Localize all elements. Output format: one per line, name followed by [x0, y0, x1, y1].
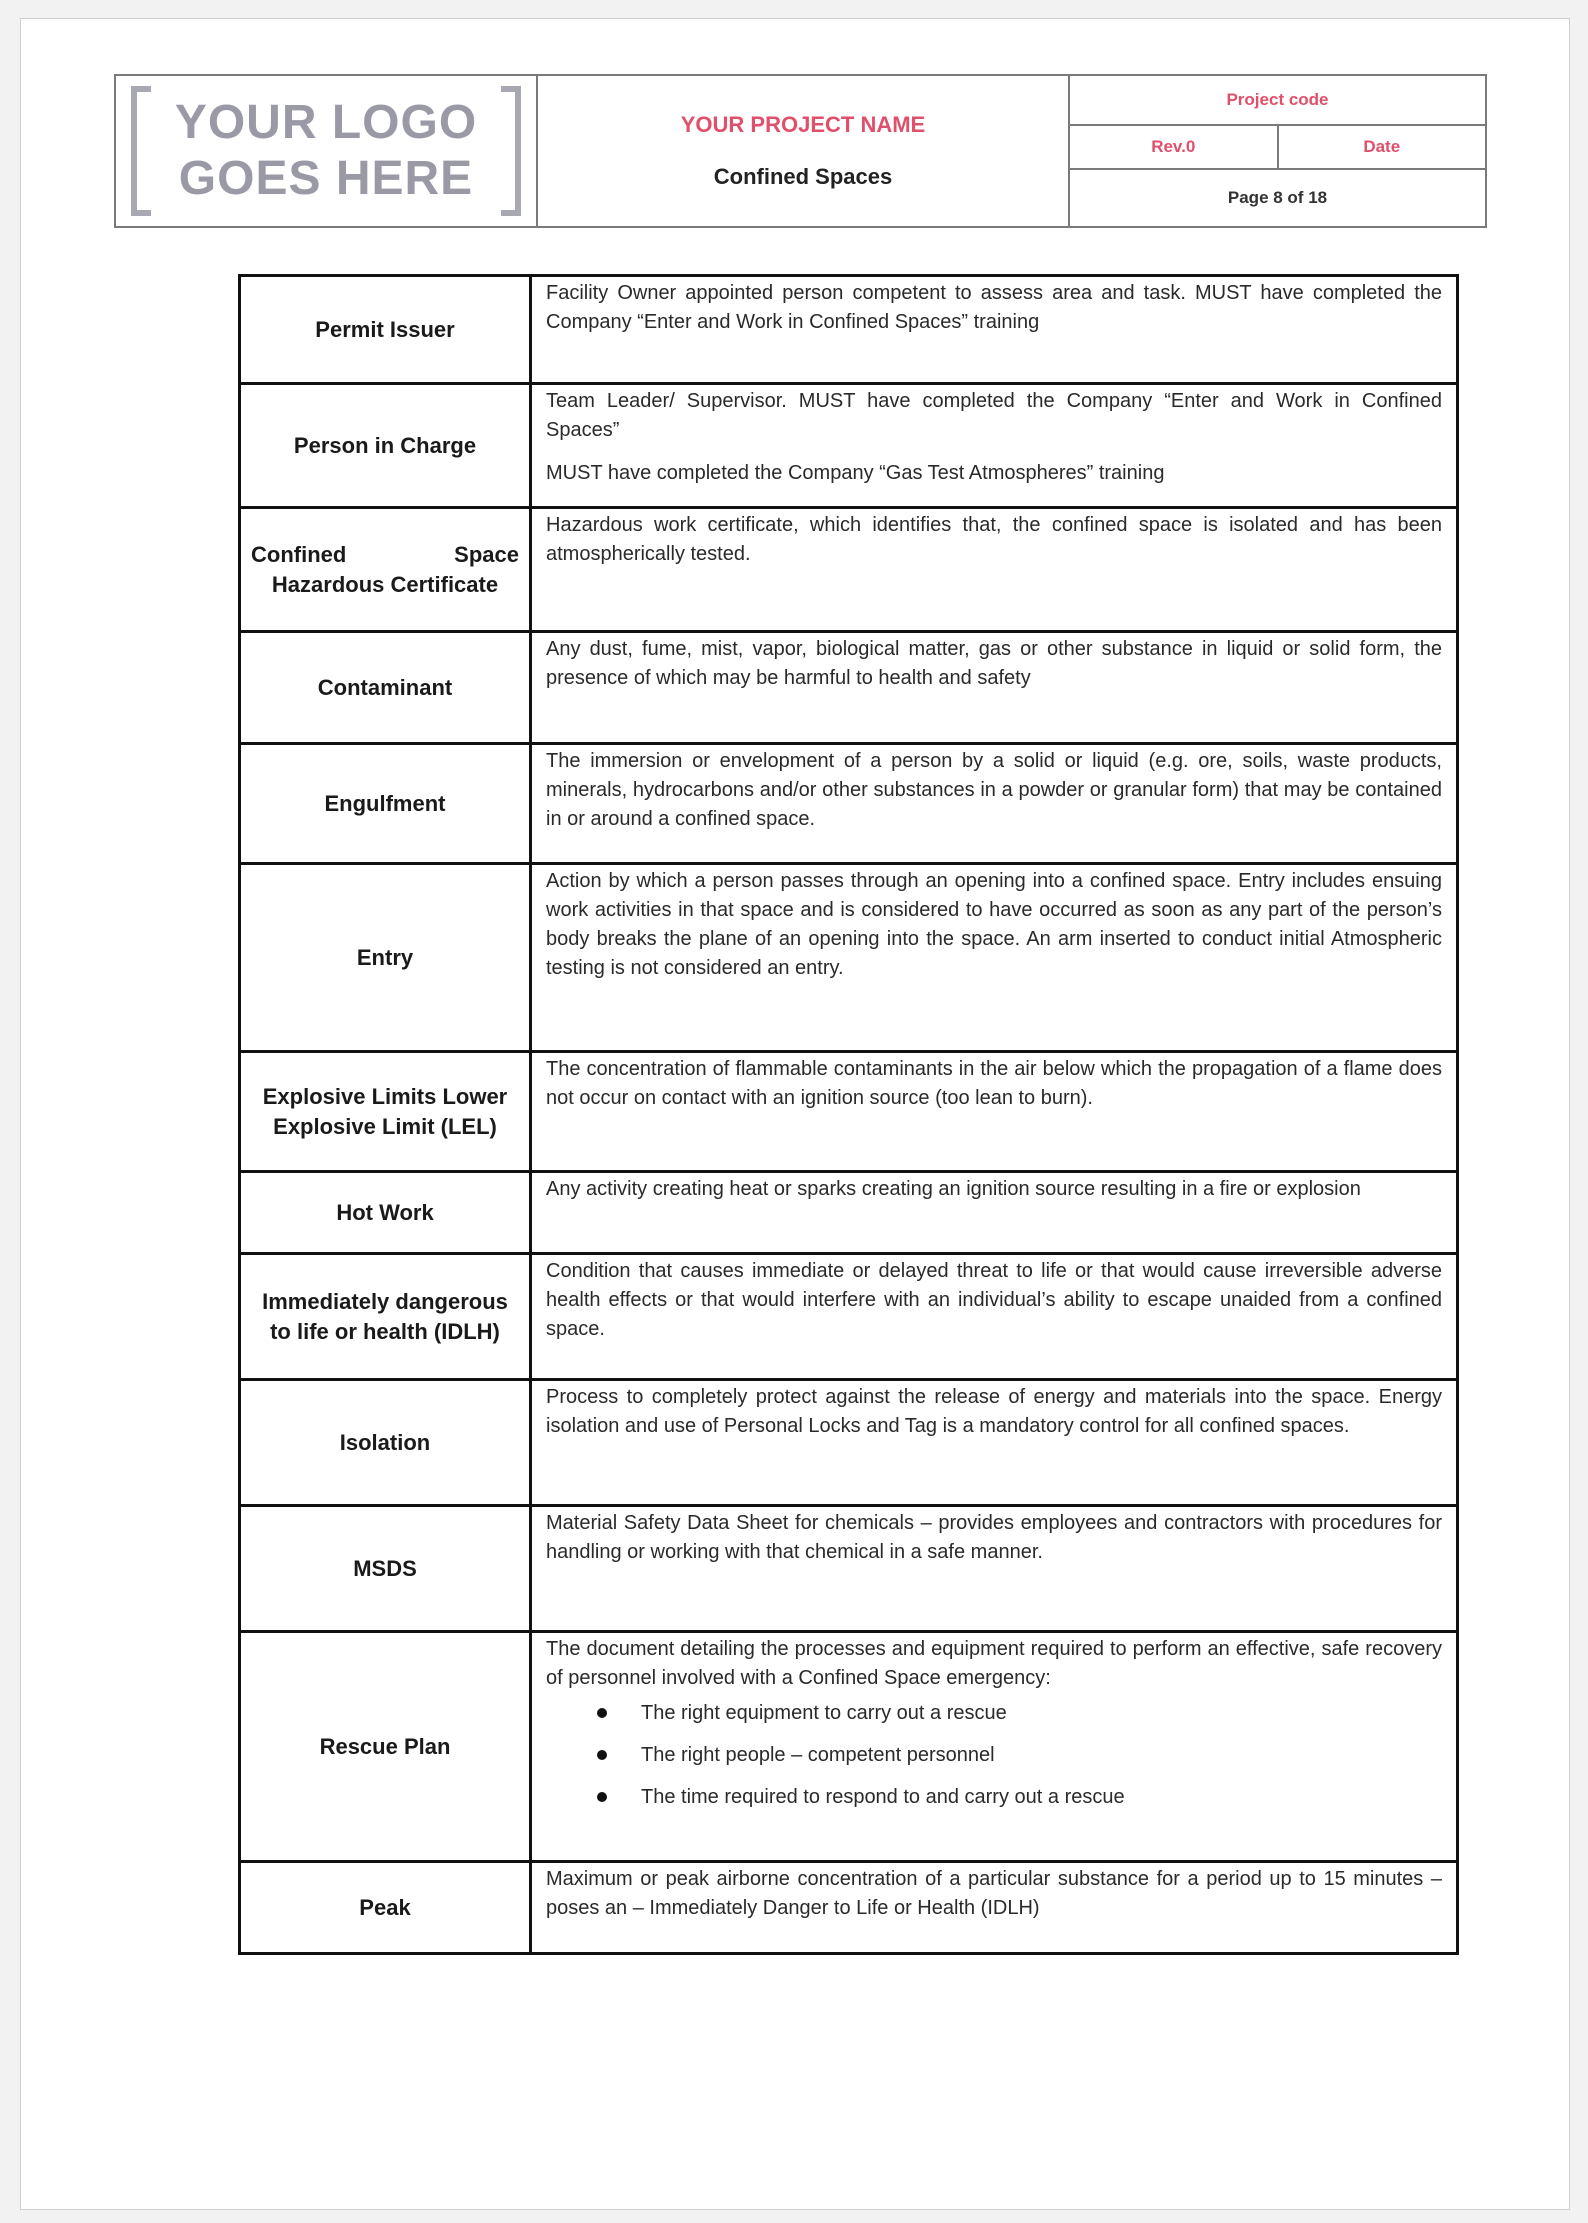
definition-text: Team Leader/ Supervisor. MUST have completed the Company “Enter and Work in Confined Spaces” — [546, 390, 1442, 441]
table-row — [240, 1632, 1458, 1862]
definition-cell — [531, 1380, 1458, 1506]
definition-cell — [531, 1862, 1458, 1954]
term-cell: Peak — [240, 1862, 531, 1954]
term-cell: Person in Charge — [240, 384, 531, 508]
logo-bracket-left — [131, 86, 151, 216]
definition-text: Condition that causes immediate or delayed threat to life or that would cause irreversible adverse health effects or that would interfere with an individual’s ability to escape unaided from a confined space. — [546, 1260, 1442, 1340]
bullet-item: The right people – competent personnel — [641, 1741, 1442, 1769]
definition-cell — [531, 864, 1458, 1052]
definition-text: Process to completely protect against the release of energy and materials into the space. Energy isolation and use of Personal Locks and Tag is a mandatory control for all confined spaces. — [546, 1386, 1442, 1437]
bullet-item: The right equipment to carry out a rescue — [641, 1699, 1442, 1727]
table-row — [240, 1506, 1458, 1632]
term-cell: Engulfment — [240, 744, 531, 864]
definition-cell — [531, 508, 1458, 632]
term-cell: Explosive Limits Lower Explosive Limit (LEL) — [240, 1052, 531, 1172]
document-page — [20, 18, 1570, 2210]
table-row — [240, 508, 1458, 632]
definition-text: The immersion or envelopment of a person by a solid or liquid (e.g. ore, soils, waste products, minerals, hydrocarbons and/or other substances in a powder or granular form) that may be contained in or around a confined space. — [546, 750, 1442, 830]
document-header — [114, 74, 1487, 228]
definition-cell — [531, 276, 1458, 384]
revision: Rev.0 — [1151, 137, 1196, 156]
project-code: Project code — [1070, 76, 1485, 126]
term-cell: Isolation — [240, 1380, 531, 1506]
definition-text: The concentration of flammable contaminants in the air below which the propagation of a flame does not occur on contact with an ignition source (too lean to burn). — [546, 1058, 1442, 1109]
definition-cell — [531, 1632, 1458, 1862]
logo-line-1: YOUR LOGO — [174, 96, 478, 149]
definition-cell — [531, 744, 1458, 864]
table-row — [240, 632, 1458, 744]
header-meta-block — [1070, 76, 1485, 226]
table-row — [240, 1862, 1458, 1954]
term-cell: Confined Space Hazardous Certificate — [240, 508, 531, 632]
definition-cell — [531, 632, 1458, 744]
definition-cell — [531, 1506, 1458, 1632]
logo-bracket-right — [501, 86, 521, 216]
document-title: Confined Spaces — [713, 164, 893, 189]
term-cell: Hot Work — [240, 1172, 531, 1254]
logo-line-2: GOES HERE — [178, 152, 474, 205]
definition-cell — [531, 1254, 1458, 1380]
header-title-block — [538, 76, 1070, 226]
definition-cell — [531, 1172, 1458, 1254]
table-row — [240, 276, 1458, 384]
bullet-list — [546, 1699, 1442, 1811]
table-row — [240, 1052, 1458, 1172]
table-row — [240, 1172, 1458, 1254]
definition-text: The document detailing the processes and equipment required to perform an effective, safe recovery of personnel involved with a Confined Space emergency: — [546, 1638, 1442, 1689]
table-row — [240, 1254, 1458, 1380]
definition-text: Any dust, fume, mist, vapor, biological matter, gas or other substance in liquid or solid form, the presence of which may be harmful to health and safety — [546, 638, 1442, 689]
rev-date-row — [1070, 126, 1485, 170]
term-cell: Contaminant — [240, 632, 531, 744]
term-cell: Rescue Plan — [240, 1632, 531, 1862]
definition-cell — [531, 1052, 1458, 1172]
project-name: YOUR PROJECT NAME — [680, 112, 926, 137]
definition-text: Maximum or peak airborne concentration of a particular substance for a period up to 15 minutes – poses an – Immediately Danger to Life or Health (IDLH) — [546, 1868, 1442, 1919]
table-row — [240, 1380, 1458, 1506]
definition-text: MUST have completed the Company “Gas Test Atmospheres” training — [546, 462, 1165, 484]
date: Date — [1277, 126, 1486, 168]
definitions-table — [238, 274, 1459, 1955]
term-cell: Immediately dangerous to life or health (IDLH) — [240, 1254, 531, 1380]
table-row — [240, 744, 1458, 864]
definition-text: Hazardous work certificate, which identifies that, the confined space is isolated and has been atmospherically tested. — [546, 514, 1442, 565]
definition-text: Material Safety Data Sheet for chemicals – provides employees and contractors with procedures for handling or working with that chemical in a safe manner. — [546, 1512, 1442, 1563]
definition-cell — [531, 384, 1458, 508]
definition-text: Action by which a person passes through an opening into a confined space. Entry includes ensuing work activities in that space and is considered to have occurred as soon as any part of the person’s body breaks the plane of an opening into the space. An arm inserted to conduct initial Atmospheric testing is not considered an entry. — [546, 870, 1442, 979]
definition-text: Facility Owner appointed person competent to assess area and task. MUST have completed the Company “Enter and Work in Confined Spaces” training — [546, 282, 1442, 333]
page-number: Page 8 of 18 — [1227, 188, 1328, 207]
term-cell: Permit Issuer — [240, 276, 531, 384]
term-cell: Entry — [240, 864, 531, 1052]
logo-placeholder — [116, 76, 538, 226]
bullet-item: The time required to respond to and carry out a rescue — [641, 1783, 1442, 1811]
table-row — [240, 864, 1458, 1052]
table-row — [240, 384, 1458, 508]
term-cell: MSDS — [240, 1506, 531, 1632]
definition-text: Any activity creating heat or sparks creating an ignition source resulting in a fire or explosion — [546, 1178, 1361, 1200]
